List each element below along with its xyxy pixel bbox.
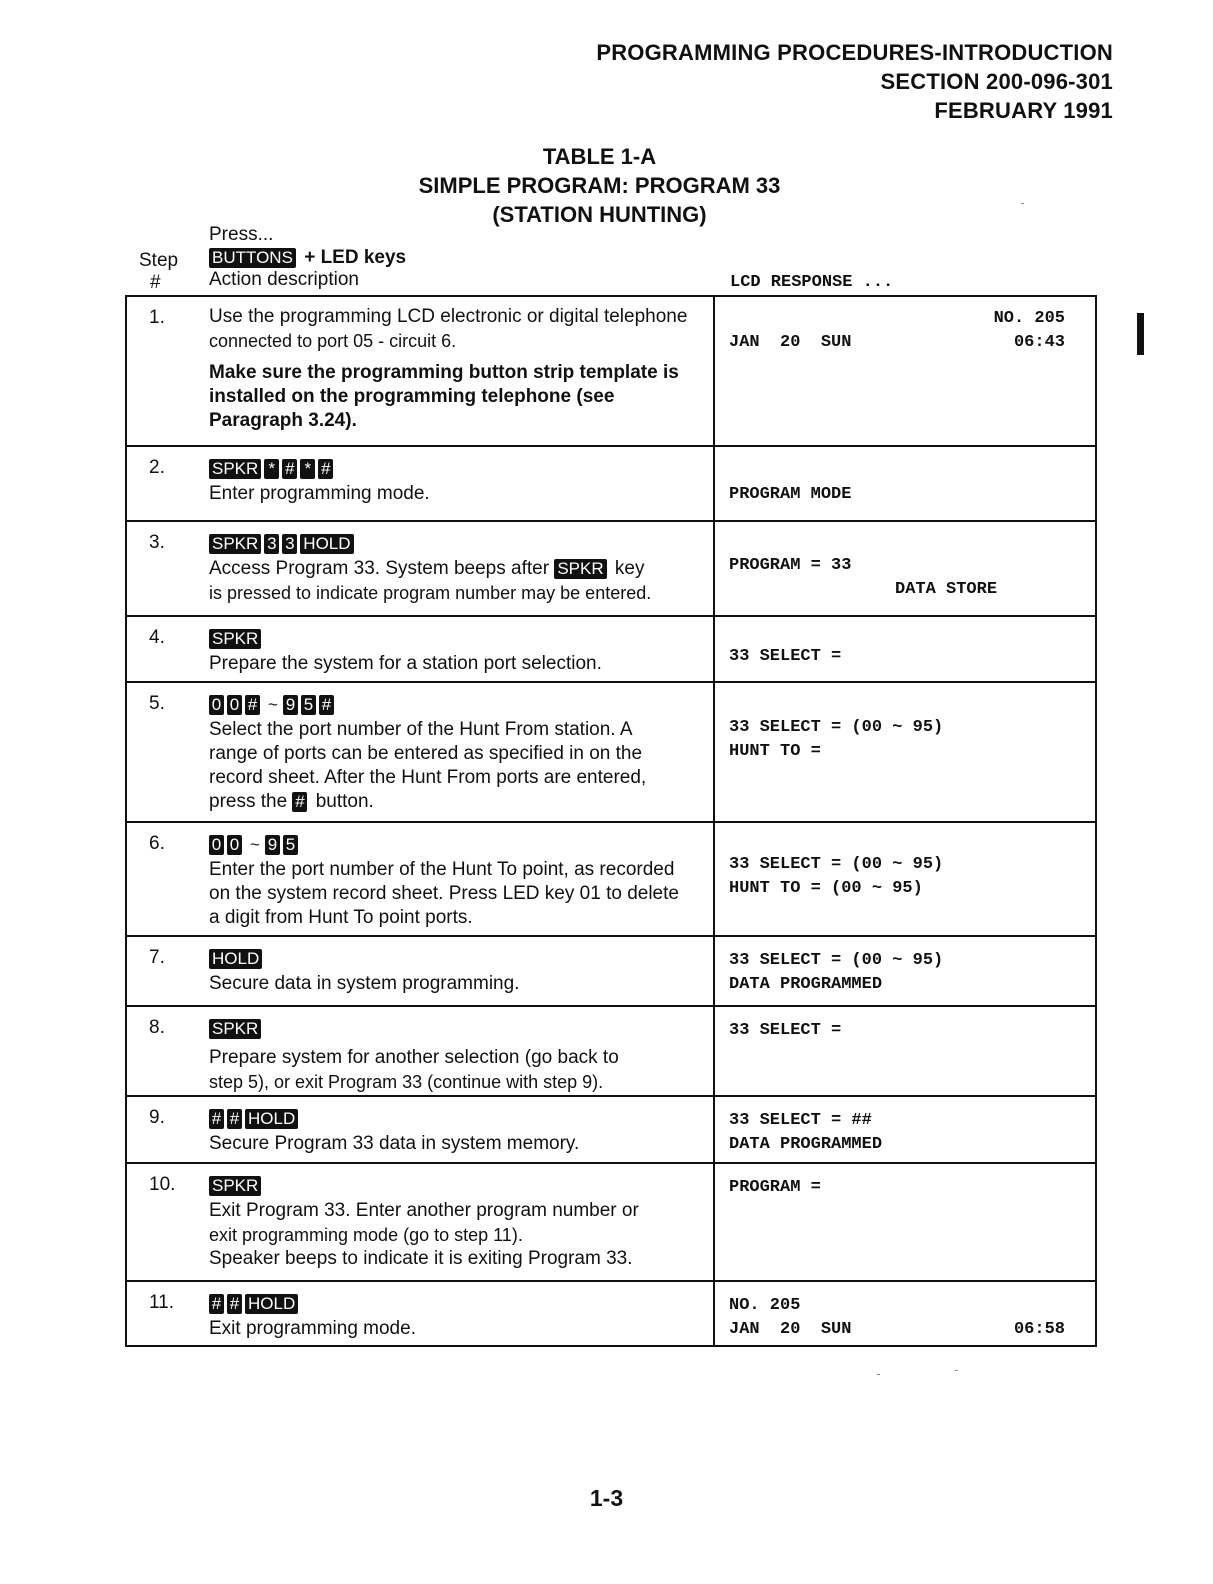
lcd-line: DATA PROGRAMMED [729, 1135, 883, 1154]
action-cell [207, 447, 715, 520]
key-sequence [209, 455, 707, 482]
action-text: Use the programming LCD electronic or digital telephone [209, 306, 688, 327]
action-cell [207, 683, 715, 821]
action-text: range of ports can be entered as specified in on the [209, 743, 643, 764]
key-sequence [209, 945, 707, 972]
pound-key-icon: # [209, 1109, 224, 1129]
hold-key-icon: HOLD [245, 1294, 298, 1314]
lcd-line: 06:43 [1013, 333, 1065, 352]
spkr-key-icon: SPKR [209, 629, 261, 649]
pound-key-icon: # [245, 695, 260, 715]
action-cell [207, 297, 715, 445]
lcd-cell [715, 823, 1095, 935]
pound-key-icon: # [282, 459, 297, 479]
action-cell [207, 1164, 715, 1280]
lcd-line: DATA STORE [895, 580, 998, 599]
action-text-part: Access Program 33. System beeps after [209, 558, 550, 579]
key-sequence [209, 1105, 707, 1132]
action-text: Secure data in system programming. [209, 973, 520, 994]
lcd-cell [715, 1282, 1095, 1345]
action-text-part: button. [315, 791, 374, 812]
key-sequence [209, 1290, 707, 1317]
lcd-line: JAN 20 SUN [729, 1320, 852, 1339]
star-key-icon: * [300, 459, 315, 479]
action-text: exit programming mode (go to step 11). [209, 1225, 523, 1245]
scan-speck [877, 1374, 880, 1375]
pound-key-icon: # [209, 1294, 224, 1314]
hold-key-icon: HOLD [209, 949, 262, 969]
lcd-line: HUNT TO = (00 ~ 95) [729, 879, 923, 898]
table-row [127, 1007, 1095, 1097]
digit-key-icon: 5 [301, 695, 316, 715]
buttons-legend [209, 247, 406, 269]
lcd-line: 33 SELECT = (00 ~ 95) [729, 718, 944, 737]
table-title-line3: (STATION HUNTING) [492, 202, 707, 227]
spkr-key-icon: SPKR [554, 559, 606, 579]
digit-key-icon: 0 [209, 835, 224, 855]
pound-key-icon: # [292, 792, 307, 812]
key-sequence [209, 1172, 707, 1199]
spkr-key-icon: SPKR [209, 1176, 261, 1196]
scan-speck [955, 1370, 958, 1371]
step-number: 3. [149, 532, 165, 553]
action-note: Make sure the programming button strip template is installed on the programming telephone (see Paragraph 3.24). [209, 362, 679, 431]
procedure-table [125, 295, 1097, 1347]
action-text [209, 790, 707, 814]
action-text: a digit from Hunt To point ports. [209, 907, 473, 928]
lcd-line: NO. 205 [993, 309, 1065, 328]
digit-key-icon: 3 [264, 534, 279, 554]
lcd-line: DATA PROGRAMMED [729, 975, 883, 994]
action-text: Speaker beeps to indicate it is exiting Program 33. [209, 1248, 633, 1269]
step-number: 2. [149, 457, 165, 478]
action-text: on the system record sheet. Press LED key 01 to delete [209, 883, 679, 904]
lcd-line: JAN 20 SUN [729, 333, 852, 352]
buttons-key-icon: BUTTONS [209, 248, 296, 268]
action-text: Exit Program 33. Enter another program number or [209, 1200, 639, 1221]
lcd-line: 33 SELECT = [729, 1021, 842, 1040]
digit-key-icon: 5 [283, 835, 298, 855]
lcd-line: 33 SELECT = ## [729, 1111, 872, 1130]
step-column-label: Step [139, 250, 179, 271]
lcd-cell [715, 1164, 1095, 1280]
action-cell [207, 823, 715, 935]
led-keys-label: + LED keys [304, 247, 407, 268]
digit-key-icon: 0 [209, 695, 224, 715]
spkr-key-icon: SPKR [209, 534, 261, 554]
header-title: PROGRAMMING PROCEDURES-INTRODUCTION [596, 40, 1113, 65]
header-date: FEBRUARY 1991 [934, 98, 1113, 123]
table-row [127, 522, 1095, 617]
star-key-icon: * [264, 459, 279, 479]
key-sequence [209, 831, 707, 858]
key-sequence [209, 691, 707, 718]
range-tilde: ~ [250, 834, 260, 854]
action-text: Secure Program 33 data in system memory. [209, 1133, 580, 1154]
table-row [127, 683, 1095, 823]
lcd-line: 33 SELECT = (00 ~ 95) [729, 951, 944, 970]
table-title-line2: SIMPLE PROGRAM: PROGRAM 33 [418, 173, 781, 198]
action-text-part: key [614, 558, 645, 579]
action-text: Prepare the system for a station port selection. [209, 653, 602, 674]
action-text: Exit programming mode. [209, 1318, 416, 1339]
lcd-line: 33 SELECT = (00 ~ 95) [729, 855, 944, 874]
page-number: 1-3 [589, 1485, 624, 1511]
step-number: 5. [149, 693, 165, 714]
lcd-cell [715, 297, 1095, 445]
step-number: 6. [149, 833, 165, 854]
digit-key-icon: 0 [227, 835, 242, 855]
lcd-cell [715, 1007, 1095, 1095]
table-row [127, 823, 1095, 937]
action-text: Enter programming mode. [209, 483, 430, 504]
lcd-line: HUNT TO = [729, 742, 821, 761]
page-header [596, 38, 1113, 125]
table-row [127, 1164, 1095, 1282]
action-text: Select the port number of the Hunt From station. A [209, 719, 633, 740]
lcd-line: PROGRAM MODE [729, 485, 852, 504]
digit-key-icon: 0 [227, 695, 242, 715]
action-cell [207, 1282, 715, 1345]
table-row [127, 617, 1095, 683]
pound-key-icon: # [227, 1294, 242, 1314]
lcd-cell [715, 447, 1095, 520]
action-text: is pressed to indicate program number may be entered. [209, 583, 652, 603]
pound-key-icon: # [318, 459, 333, 479]
lcd-line: PROGRAM = 33 [729, 556, 852, 575]
hold-key-icon: HOLD [300, 534, 353, 554]
digit-key-icon: 3 [282, 534, 297, 554]
lcd-cell [715, 522, 1095, 615]
step-number: 8. [149, 1017, 165, 1038]
lcd-line: NO. 205 [729, 1296, 801, 1315]
action-text [209, 557, 707, 581]
lcd-line: 06:58 [1013, 1320, 1065, 1339]
table-title-line1: TABLE 1-A [542, 144, 657, 169]
lcd-cell [715, 683, 1095, 821]
table-row [127, 937, 1095, 1007]
action-text: connected to port 05 - circuit 6. [209, 331, 457, 351]
action-text: record sheet. After the Hunt From ports are entered, [209, 767, 647, 788]
table-row [127, 447, 1095, 522]
lcd-column-label: LCD RESPONSE ... [730, 273, 894, 292]
step-hash-label: # [150, 272, 161, 293]
step-number: 11. [149, 1292, 175, 1313]
change-bar [1137, 313, 1144, 355]
range-tilde: ~ [268, 694, 278, 714]
action-cell [207, 617, 715, 681]
action-cell [207, 1097, 715, 1162]
action-cell [207, 522, 715, 615]
table-row [127, 1097, 1095, 1164]
action-text: Enter the port number of the Hunt To point, as recorded [209, 859, 675, 880]
press-label: Press... [209, 224, 274, 245]
lcd-line: PROGRAM = [729, 1178, 821, 1197]
step-number: 9. [149, 1107, 165, 1128]
digit-key-icon: 9 [283, 695, 298, 715]
spkr-key-icon: SPKR [209, 459, 261, 479]
pound-key-icon: # [319, 695, 334, 715]
digit-key-icon: 9 [265, 835, 280, 855]
action-column-label: Action description [209, 269, 359, 290]
action-text: Prepare system for another selection (go back to [209, 1047, 619, 1068]
lcd-cell [715, 937, 1095, 1005]
lcd-line: 33 SELECT = [729, 647, 842, 666]
action-cell [207, 937, 715, 1005]
lcd-cell [715, 617, 1095, 681]
scan-speck [1021, 203, 1024, 204]
lcd-cell [715, 1097, 1095, 1162]
action-cell [207, 1007, 715, 1095]
pound-key-icon: # [227, 1109, 242, 1129]
key-sequence [209, 1015, 707, 1042]
step-number: 7. [149, 947, 165, 968]
action-text-part: press the [209, 791, 288, 812]
key-sequence [209, 625, 707, 652]
step-number: 10. [149, 1174, 176, 1195]
step-number: 4. [149, 627, 165, 648]
table-title [0, 142, 1213, 229]
table-row [127, 297, 1095, 447]
spkr-key-icon: SPKR [209, 1019, 261, 1039]
header-section: SECTION 200-096-301 [880, 69, 1113, 94]
hold-key-icon: HOLD [245, 1109, 298, 1129]
step-number: 1. [149, 307, 165, 328]
table-row [127, 1282, 1095, 1347]
key-sequence [209, 530, 707, 557]
action-text: step 5), or exit Program 33 (continue with step 9). [209, 1072, 604, 1092]
